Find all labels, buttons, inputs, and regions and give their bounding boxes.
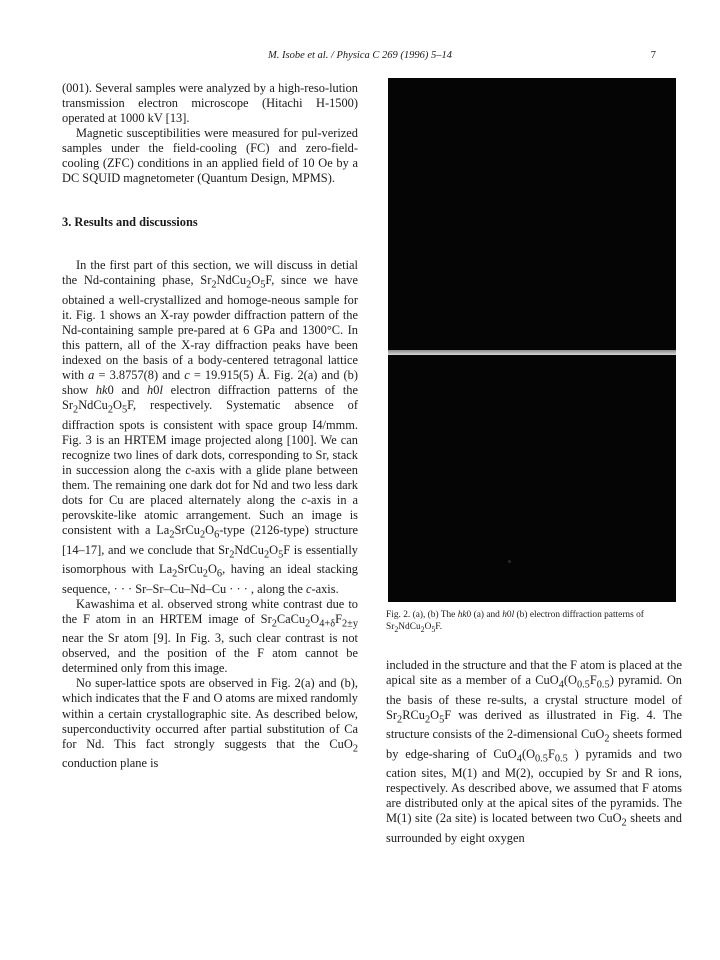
left-column — [62, 81, 358, 771]
right-column — [386, 658, 682, 846]
paragraph-results: In the first part of this section, we will discuss in detial the Nd-containing phase, $Sr_2NdCu_2O_5F$, since we have obtained a well-crystallized and homoge-neous sample for it. Fig. 1 shows an X-ray powder diffraction pattern of the Nd-containing sample pre-pared at 6 GPa and 1300°C. In this pattern, all of the X-ray diffraction peaks have been indexed on the basis of a body-centered tetragonal lattice with a = 3.8757(8) and c = 19.915(5) Å. Fig. 2(a) and (b) show hk0 and h0l electron diffraction patterns of the $Sr_2NdCu_2O_5F$, respectively. Systematic absence of diffraction spots is consistent with space group I4/mmm. Fig. 3 is an HRTEM image projected along [100]. We can recognize two lines of dark dots, corresponding to Sr, stack in succession along the c-axis with a glide plane between them. The remaining one dark dot for Nd and two less dark dots for Cu are placed alternately along the c-axis in a perovskite-like atomic arrangement. Such an image is consistent with a $La_2SrCu_2O_6$-type (2126-type) structure [14–17], and we conclude that $Sr_2NdCu_2O_5F$ is essentially isomorphous with $La_2SrCu_2O_6$, having an ideal stacking sequence, · · · Sr–Sr–Cu–Nd–Cu · · · , along the c-axis. — [62, 258, 359, 596]
running-head: M. Isobe et al. / Physica C 269 (1996) 5–14 — [267, 50, 452, 61]
paragraph-magnetic: Magnetic susceptibilities were measured for pul-verized samples under the field-cooling (FC) and zero-field-cooling (ZFC) conditions in an applied field of 10 Oe by a DC SQUID magnetometer (Quantum Design, MPMS). — [62, 126, 358, 186]
diffraction-panel-b — [388, 355, 676, 602]
paragraph-kawashima: Kawashima et al. observed strong white contrast due to the F atom in an HRTEM image of $Sr_2CaCu_2O_{4+\delta}F_{2\pm y}$ near the Sr atom [9]. In Fig. 3, such clear contrast is not observed, and the position of the F atom cannot be determined only from this image. — [62, 596, 358, 676]
paragraph-superlattice: No super-lattice spots are observed in Fig. 2(a) and (b), which indicates that the F and O atoms are mixed randomly within a certain crystallographic site. As described below, superconductivity occurred after partial substitution of Ca for Nd. This fact strongly suggests that the CuO$_2$ conduction plane is — [62, 676, 358, 771]
diffraction-panel-a — [388, 78, 676, 350]
diffraction-spot — [508, 560, 511, 563]
figure-caption: Fig. 2. (a), (b) The hk0 (a) and h0l (b) electron diffraction patterns of $Sr_2NdCu_2O_5F$. — [386, 610, 644, 634]
section-heading: 3. Results and discussions — [62, 215, 198, 230]
page-number: 7 — [650, 50, 656, 61]
paragraph-structure-model: included in the structure and that the F atom is placed at the apical site as a member of a $CuO_4(O_{0.5}F_{0.5})$ pyramid. On the basis of these re-sults, a crystal structure model of $Sr_2RCu_2O_5F$ was derived as illustrated in Fig. 4. The structure consists of the 2-dimensional CuO$_2$ sheets formed by edge-sharing of $CuO_4(O_{0.5}F_{0.5}$ ) pyramids and two cation sites, M(1) and M(2), occupied by Sr and R ions, respectively. As described above, we assumed that F atoms are distributed only at the apical sites of the pyramids. The M(1) site (2a site) is located between two CuO$_2$ sheets and surrounded by eight oxygen — [386, 658, 683, 845]
paragraph-methods-tem: (001). Several samples were analyzed by a high-reso-lution transmission electron microscope (Hitachi H-1500) operated at 1000 kV [13]. — [62, 81, 358, 126]
page-header — [0, 50, 720, 66]
figure-2-diffraction — [388, 78, 676, 602]
